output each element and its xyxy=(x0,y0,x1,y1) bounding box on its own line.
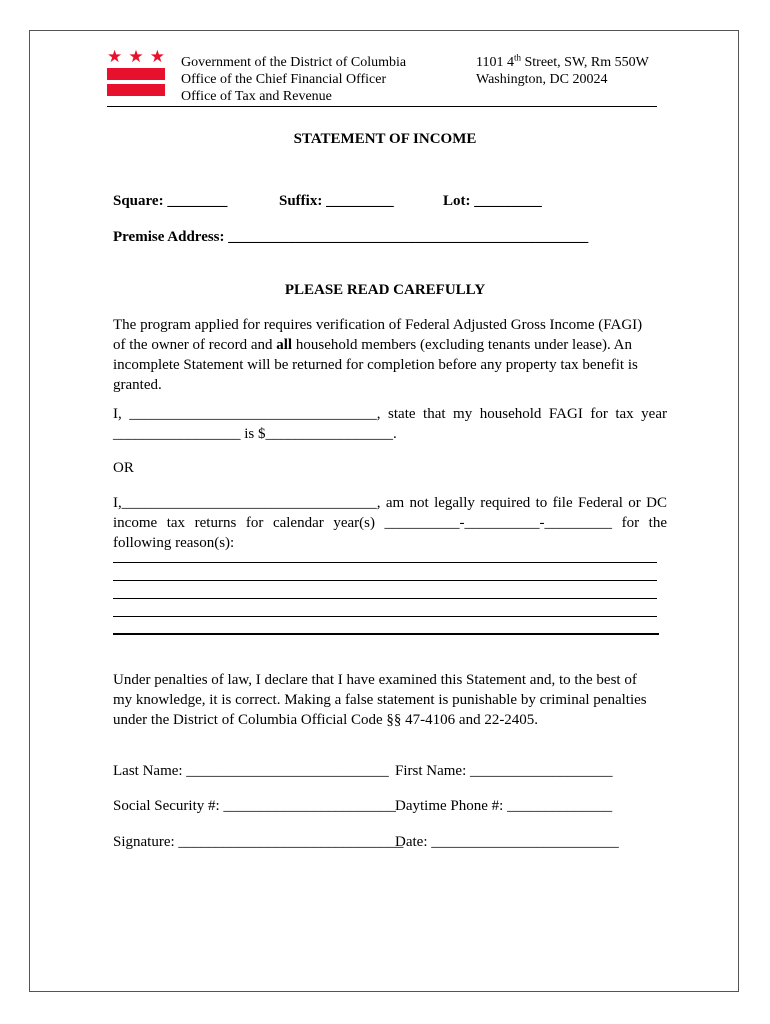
agency-city: Washington, DC 20024 xyxy=(476,72,608,87)
premise-address-field[interactable]: Premise Address: ________________________________________________ xyxy=(113,229,589,245)
fagi-statement[interactable]: I, _________________________________, state that my household FAGI for tax year _________________ is $_________________. xyxy=(113,406,667,442)
square-field[interactable]: Square: ________ xyxy=(113,193,228,209)
ssn-field[interactable]: Social Security #: _______________________ xyxy=(113,798,396,814)
intro-paragraph: The program applied for requires verification of Federal Adjusted Gross Income (FAGI) of the owner of record and all household members (excluding tenants under lease). An incomplete Statement will be returned for completion before any property tax benefit is granted. xyxy=(113,317,643,393)
form-title: STATEMENT OF INCOME xyxy=(293,131,477,147)
suffix-field[interactable]: Suffix: _________ xyxy=(279,193,394,209)
notice-heading: PLEASE READ CAREFULLY xyxy=(284,282,486,298)
agency-office: Office of the Chief Financial Officer xyxy=(181,72,387,87)
last-name-field[interactable]: Last Name: ___________________________ xyxy=(113,763,389,779)
lot-field[interactable]: Lot: _________ xyxy=(443,193,542,209)
reason-line[interactable] xyxy=(113,633,659,635)
agency-street-address: 1101 4th Street, SW, Rm 550W xyxy=(476,52,649,70)
reason-line[interactable] xyxy=(113,562,657,563)
declaration-paragraph: Under penalties of law, I declare that I have examined this Statement and, to the best of my knowledge, it is correct. Making a false statement is punishable by criminal penalties under the District of Columbia Official Code §§ 47-4106 and 22-2405. xyxy=(113,672,647,728)
reason-line[interactable] xyxy=(113,580,657,581)
flag-bar xyxy=(107,84,165,96)
agency-division: Office of Tax and Revenue xyxy=(181,89,332,104)
signature-field[interactable]: Signature: ______________________________ xyxy=(113,834,404,850)
header-divider xyxy=(107,106,657,107)
star-icon: ★ xyxy=(107,47,123,66)
dc-flag-logo xyxy=(107,47,165,100)
first-name-field[interactable]: First Name: ___________________ xyxy=(395,763,613,779)
reason-line[interactable] xyxy=(113,616,657,617)
flag-bar xyxy=(107,68,165,80)
star-icon: ★ xyxy=(128,47,144,66)
reason-line[interactable] xyxy=(113,598,657,599)
or-label: OR xyxy=(113,460,134,476)
agency-name: Government of the District of Columbia xyxy=(181,55,407,70)
not-required-statement[interactable]: I,__________________________________, am not legally required to file Federal or DC income tax returns for calendar year(s) __________-__________-_________ for the following reason(s): xyxy=(113,495,667,551)
daytime-phone-field[interactable]: Daytime Phone #: ______________ xyxy=(395,798,613,814)
date-field[interactable]: Date: _________________________ xyxy=(395,834,619,850)
star-icon: ★ xyxy=(149,47,165,66)
